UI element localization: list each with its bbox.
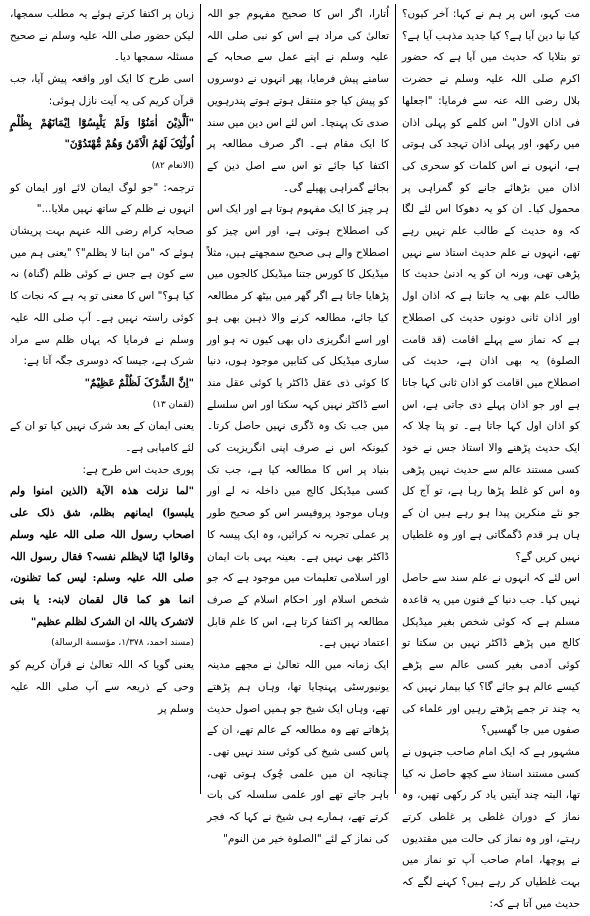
arabic-quote: "لما نزلت ھذہ الآیة (الذین امنوا ولم یلبسوا) ایمانھم بظلم، شق ذلک علی اصحاب رسول اللہ صلی اللہ علیہ وسلم وقالوا ایّنا لایظلم نفسہ؟ فقال رسول اللہ صلی اللہ علیہ وسلم: لیس کما تظنون، انما ھو کما قال لقمان لابنہ: یا بنی لاتشرک باللہ ان الشرک لظلم عظیم"	[10, 485, 194, 628]
paragraph: اس لئے کہ انہوں نے علم سند سے حاصل نہیں کیا۔ جب دنیا کے فنون میں یہ قاعدہ مسلم ہے کہ کوئی شخص بغیر میڈیکل کالج میں پڑھے ڈاکٹر نہیں بن سکتا تو کوئی آدمی بغیر کسی عالم سے پڑھے کیسے عالم ہو جائے گا؟ کیا بیمار نہیں کہ یہ چند تر جمے پڑھتے رہیں اور علماء کی صفوں میں جا گھسیں؟	[402, 572, 580, 737]
paragraph: ترجمہ: "جو لوگ ایمان لائے اور ایمان کو انہوں نے ظلم کے ساتھ نہیں ملایا..."	[10, 181, 194, 216]
paragraph: اُتارا، اگر اس کا صحیح مفہوم جو اللہ تعالیٰ کی مراد ہے اس کو نبی صلی اللہ علیہ وسلم نے اپنے عمل سے صحابہ کے سامنے پیش فرمایا، پھر انہوں نے دوسروں کو پیش کیا جو منتقل ہوتے ہوتے پندرہویں صدی تک پہنچا۔ اس لئے اس دین میں سند کا ایک مقام ہے۔ اگر صرف مطالعہ پر اکتفا کیا جائے تو اس سے اصل دین کے بجائے گمراہی پھیلے گی۔	[207, 8, 389, 194]
reference-citation: (مسند احمد، ۱/۳۷۸، مؤسسة الرسالة)	[51, 638, 194, 649]
arabic-quote: "اَلَّذِیْنَ اٰمَنُوْا وَلَمْ یَلْبِسُوْٓا اِیْمَانَھُمْ بِظُلْمٍ اُولٰٓئِکَ لَھُمُ الْاَمْنُ وَھُمْ مُّھْتَدُوْنَ"	[10, 116, 194, 151]
paragraph: یعنی ایمان کے بعد شرک نہیں کیا تو ان کے لئے کامیابی ہے۔	[10, 420, 194, 455]
paragraph: زبان پر اکتفا کرتے ہوئے یہ مطلب سمجھا، لیکن حضور صلی اللہ علیہ وسلم نے صحیح مسئلہ سمجھا دیا۔	[10, 8, 194, 64]
arabic-quote: "اِنَّ الشِّرْکَ لَظُلْمٌ عَظِیْمٌ"	[84, 376, 194, 389]
paragraph: ہر چیز کا ایک مفہوم ہوتا ہے اور ایک اس کی اصطلاح ہوتی ہے، اور اس چیز کو اصطلاح والے ہی صحیح سمجھتے ہیں، مثلاً میڈیکل کا کورس جتنا میڈیکل کالجوں میں پڑھایا جاتا ہے اگر گھر میں بیٹھ کر مطالعہ کیا جائے، مطالعہ کرنے والا ذہین بھی ہو اور اسے انگریزی داں بھی کیوں نہ ہو اور ساری میڈیکل کی کتابیں موجود ہوں، دنیا کا کوئی ذی عقل ڈاکٹر یا کوئی عقل مند اسے ڈاکٹر نہیں کہہ سکتا اور اس سلسلے میں جب تک وہ ڈگری نہیں حاصل کرتا۔ کیونکہ اس نے صرف اپنی انگریزیت کی بنیاد پر اس کا مطالعہ کیا ہے، جب تک کسی میڈیکل کالج میں داخلہ نہ لے اور وہاں موجود پروفیسر اس کو صحیح طور پر عملی تجربہ نہ کرائیں، وہ ایک پیسہ کا ڈاکٹر بھی نہیں ہے۔ بعینہ یہی بات ایمان اور اسلامی تعلیمات میں موجود ہے کہ جو شخص اسلام اور احکام اسلام کے صرف مطالعہ پر اکتفا کرتا ہے، اس کا علم قابل اعتماد نہیں ہے۔	[206, 203, 389, 650]
paragraph: صحابہ کرام رضی اللہ عنہم بہت پریشان ہوئے کہ "من ابنا لا یظلم"؟ "یعنی ہم میں سے کون ہے جس نے کوئی ظلم (گناہ) نہ کیا ہو؟" اس کا معنی تو یہ ہے کہ نجات کا کوئی راستہ نہیں ہے۔ آپ صلی اللہ علیہ وسلم نے فرمایا کہ یہاں ظلم سے مراد شرک ہے، جیسا کہ دوسری جگہ آتا ہے:	[10, 225, 194, 368]
paragraph: ایک زمانہ میں اللہ تعالیٰ نے مجھے مدینہ یونیورسٹی پہنچایا تھا، وہاں ہم پڑھتے تھے، وہاں ایک شیخ جو ہمیں اصول حدیث پڑھاتے تھے وہ مطالعہ کے عالم تھے، ان کے پاس کسی شیخ کی کوئی سند نہیں تھی۔ چنانچہ ان میں علمی چُوک ہوتی تھی، باہر جاتے تھے اور علمی سلسلہ کی بات کرتے تھے، ہمارے ہی شیخ نے کہا کہ فجر کی نماز کے لئے "الصلوة خیر من النوم"	[207, 659, 389, 845]
column-left	[396, 4, 586, 910]
column-right	[4, 4, 200, 794]
reference-citation: (الانعام ۸۲)	[151, 160, 194, 171]
paragraph: یعنی گویا کہ اللہ تعالیٰ نے قرآن کریم کو وحی کے ذریعہ سے آپ صلی اللہ علیہ وسلم پر	[10, 659, 194, 715]
paragraph: مت کہو، اس پر ہم نے کہا: آخر کیوں؟ کیا نیا دین آیا ہے؟ کیا جدید مذہب آیا ہے؟ تو بتلایا کہ حدیث میں آیا ہے کہ حضور اکرم صلی اللہ علیہ وسلم نے حضرت بلال رضی اللہ عنہ سے فرمایا: "اجعلھا فی اذان الاول" اس کلمے کو پہلی اذان میں رکھو، اور پہلی اذان تہجد کی ہوتی ہے، انہوں نے اس کلمات کو سحری کی اذان میں بڑھائے جانے کو گمراہی پر محمول کیا۔ ان کو یہ دھوکا اس لئے لگا کہ وہ حدیث کے طالب علم نہیں رہے تھے، انہوں نے علم حدیث استاذ سے نہیں پڑھی تھی، ورنہ ان کو یہ ادنیٰ حدیث کا طالب علم بھی یہ جانتا ہے کہ اذان اول اور اذان ثانی دونوں حدیث کی اصطلاح ہے کہ نماز سے پہلے اقامت (قد قامت الصلوة) یہ بھی اذان ہے، حدیث کی اصطلاح میں اقامت کو اذان ثانی کہا جاتا ہے اور جو اذان پہلے دی جاتی ہے، اس کو اذان اول کہا جاتا ہے۔ تو پتا چلا کہ ایک حدیث پڑھنے والا استاذ جس نے خود کسی مستند عالم سے حدیث نہیں پڑھی وہ اس کو غلط پڑھا رہا ہے، تو آج کل جو نئے منکرین پیدا ہو رہے ہیں ان کے ہاں ہر قدم ڈگمگاتی ہے اور وہ غلطیاں نہیں کریں گے؟	[402, 8, 580, 563]
column-middle	[200, 4, 396, 845]
paragraph: مشہور ہے کہ ایک امام صاحب جنہوں نے کسی مستند استاذ سے کچھ حاصل نہ کیا تھا، البتہ چند آیتیں یاد کر رکھی تھیں، وہ نماز کے دوران غلطی پر غلطی کرتے رہتے، اور وہ نماز کی حالت میں مقتدیوں نے پوچھا، امام صاحب آپ تو نماز میں بہت غلطیاں کر رہے ہیں؟ کہنے لگے کہ حدیث میں آتا ہے کہ:	[402, 745, 580, 910]
paragraph: اسی طرح کا ایک اور واقعہ پیش آیا، جب قرآن کریم کی یہ آیت نازل ہوئی:	[10, 73, 194, 107]
reference-citation: (لقمان ۱۳)	[152, 399, 194, 410]
paragraph: پوری حدیث اس طرح ہے:	[82, 463, 194, 476]
